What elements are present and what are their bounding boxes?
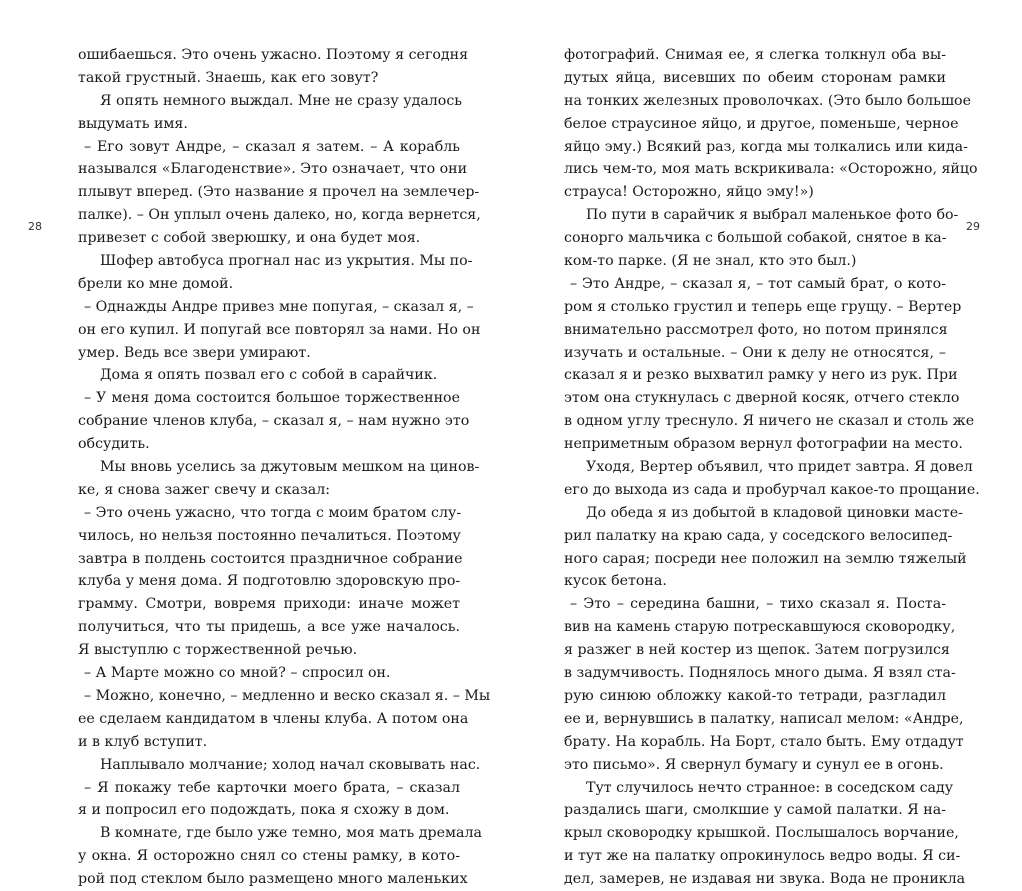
text-line: Мы вновь уселись за джутовым мешком на цинов- <box>100 459 480 476</box>
text-line: Уходя, Вертер объявил, что придет завтра. Я довел <box>586 459 973 476</box>
text-line: рой под стеклом было размещено много маленьких <box>78 871 468 888</box>
text-line: умер. Ведь все звери умирают. <box>78 344 311 361</box>
text-line: дел, замерев, не издавая ни звука. Вода не проникла <box>564 871 966 888</box>
text-line: сказал я и резко выхватил рамку у него из рук. При <box>564 367 958 384</box>
text-line: – Можно, конечно, – медленно и веско сказал я. – Мы <box>84 687 491 704</box>
text-line: назывался «Благоденствие». Это означает, что они <box>78 161 468 178</box>
text-line: Дома я опять позвал его с собой в сарайчик. <box>100 367 438 384</box>
text-line: вив на камень старую потрескавшуюся сковородку, <box>564 619 956 636</box>
text-line: – Это – середина башни, – тихо сказал я. Поста- <box>570 596 946 613</box>
text-line: ошибаешься. Это очень ужасно. Поэтому я сегодня <box>78 47 469 63</box>
text-line: и в клуб вступит. <box>78 733 208 750</box>
text-line: чилось, но нельзя постоянно печалиться. Поэтому <box>78 527 461 544</box>
text-line: ее и, вернувшись в палатку, написал мелом: «Андре, <box>564 710 964 727</box>
text-line: я и попросил его подождать, пока я схожу в дом. <box>78 802 450 819</box>
text-line: ее сделаем кандидатом в члены клуба. А потом она <box>78 710 469 727</box>
text-line: раздались шаги, смолкшие у самой палатки. Я на- <box>564 802 946 819</box>
text-line: страуса! Осторожно, яйцо эму!») <box>564 184 814 201</box>
text-line: кусок бетона. <box>564 573 667 590</box>
text-line: клуба у меня дома. Я подготовлю здоровскую про- <box>78 573 461 590</box>
text-line: крыл сковородку крышкой. Послышалось ворчание, <box>564 825 959 842</box>
text-line: дутых яйца, висевших по обеим сторонам рамки <box>564 69 946 86</box>
text-line: выдумать имя. <box>78 115 188 132</box>
text-line: плывут вперед. (Это название я прочел на землечер- <box>78 184 480 201</box>
text-line: рую синюю обложку какой-то тетради, разгладил <box>564 687 946 704</box>
text-line: его до выхода из сада и пробурчал какое-то прощание. <box>564 481 980 498</box>
text-line: По пути в сарайчик я выбрал маленькое фото бо- <box>586 207 959 224</box>
text-line: – Это очень ужасно, что тогда с моим братом слу- <box>84 504 462 521</box>
text-line: этом она стукнулась с дверной косяк, отчего стекло <box>564 390 960 407</box>
text-line: в одном углу треснуло. Я ничего не сказал и столь же <box>564 413 975 430</box>
text-line: изучать и остальные. – Они к делу не относятся, – <box>564 344 946 361</box>
text-line: – А Марте можно со мной? – спросил он. <box>84 665 391 682</box>
text-line: До обеда я из добытой в кладовой циновки масте- <box>586 504 963 521</box>
text-line: – Однажды Андре привез мне попугая, – сказал я, – <box>84 298 474 315</box>
text-line: яйцо эму.) Всякий раз, когда мы толкались или кида- <box>564 138 968 155</box>
text-line: грамму. Смотри, вовремя приходи: иначе может <box>78 596 460 613</box>
text-line: и тут же на палатку опрокинулось ведро воды. Я си- <box>564 848 961 865</box>
text-line: собрание членов клуба, – сказал я, – нам нужно это <box>78 413 470 430</box>
text-line: фотографий. Снимая ее, я слегка толкнул оба вы- <box>564 47 946 63</box>
text-line: палке). – Он уплыл очень далеко, но, когда вернется, <box>78 207 481 224</box>
text-line: привезет с собой зверюшку, и она будет моя. <box>78 230 421 247</box>
text-line: – Его зовут Андре, – сказал я затем. – А корабль <box>84 138 460 155</box>
text-line: я разжег в ней костер из щепок. Затем погрузился <box>564 642 950 659</box>
text-line: такой грустный. Знаешь, как его зовут? <box>78 69 379 86</box>
text-line: – У меня дома состоится большое торжественное <box>84 390 460 407</box>
text-line: В комнате, где было уже темно, моя мать дремала <box>100 825 482 842</box>
text-line: – Я покажу тебе карточки моего брата, – сказал <box>84 779 460 796</box>
text-line: завтра в полдень состоится праздничное собрание <box>78 550 463 567</box>
text-line: брели ко мне домой. <box>78 275 234 292</box>
text-line: неприметным образом вернул фотографии на место. <box>564 436 963 453</box>
text-line: внимательно рассмотрел фото, но потом принялся <box>564 321 948 338</box>
text-line: Шофер автобуса прогнал нас из укрытия. Мы по- <box>100 253 473 270</box>
text-line: получиться, что ты придешь, а все уже началось. <box>78 619 460 636</box>
text-line: ке, я снова зажег свечу и сказал: <box>78 481 331 498</box>
text-line: ком-то парке. (Я не знал, кто это был.) <box>564 253 857 270</box>
text-line: обсудить. <box>78 436 150 453</box>
text-line: Я выступлю с торжественной речью. <box>78 642 358 659</box>
text-line: – Это Андре, – сказал я, – тот самый брат, о кото- <box>570 275 946 292</box>
page-number-left: 28 <box>28 220 42 233</box>
text-line: лись чем-то, моя мать вскрикивала: «Осторожно, яйцо <box>564 161 978 178</box>
text-line: Наплывало молчание; холод начал сковывать нас. <box>100 756 481 773</box>
text-line: сонорго мальчика с большой собакой, снятое в ка- <box>564 230 947 247</box>
text-line: рил палатку на краю сада, у соседского велосипед- <box>564 527 953 544</box>
text-line: он его купил. И попугай все повторял за нами. Но он <box>78 321 481 338</box>
left-page-text <box>78 44 491 891</box>
text-line: Я опять немного выждал. Мне не сразу удалось <box>100 92 463 109</box>
text-line: в задумчивость. Поднялось много дыма. Я взял ста- <box>564 665 956 682</box>
page-number-right: 29 <box>966 220 980 233</box>
text-line: ного сарая; посреди нее положил на землю тяжелый <box>564 550 967 567</box>
text-line: Тут случилось нечто странное: в соседском саду <box>586 779 954 796</box>
text-line: у окна. Я осторожно снял со стены рамку, в кото- <box>78 848 460 865</box>
text-line: на тонких железных проволочках. (Это было большое <box>564 92 971 109</box>
text-line: ром я столько грустил и теперь еще грущу. – Вертер <box>564 298 962 315</box>
text-line: белое страусиное яйцо, и другое, поменьше, черное <box>564 115 959 132</box>
text-line: брату. На корабль. На Борт, стало быть. Ему отдадут <box>564 733 964 750</box>
text-line: это письмо». Я свернул бумагу и сунул ее в огонь. <box>564 756 944 773</box>
